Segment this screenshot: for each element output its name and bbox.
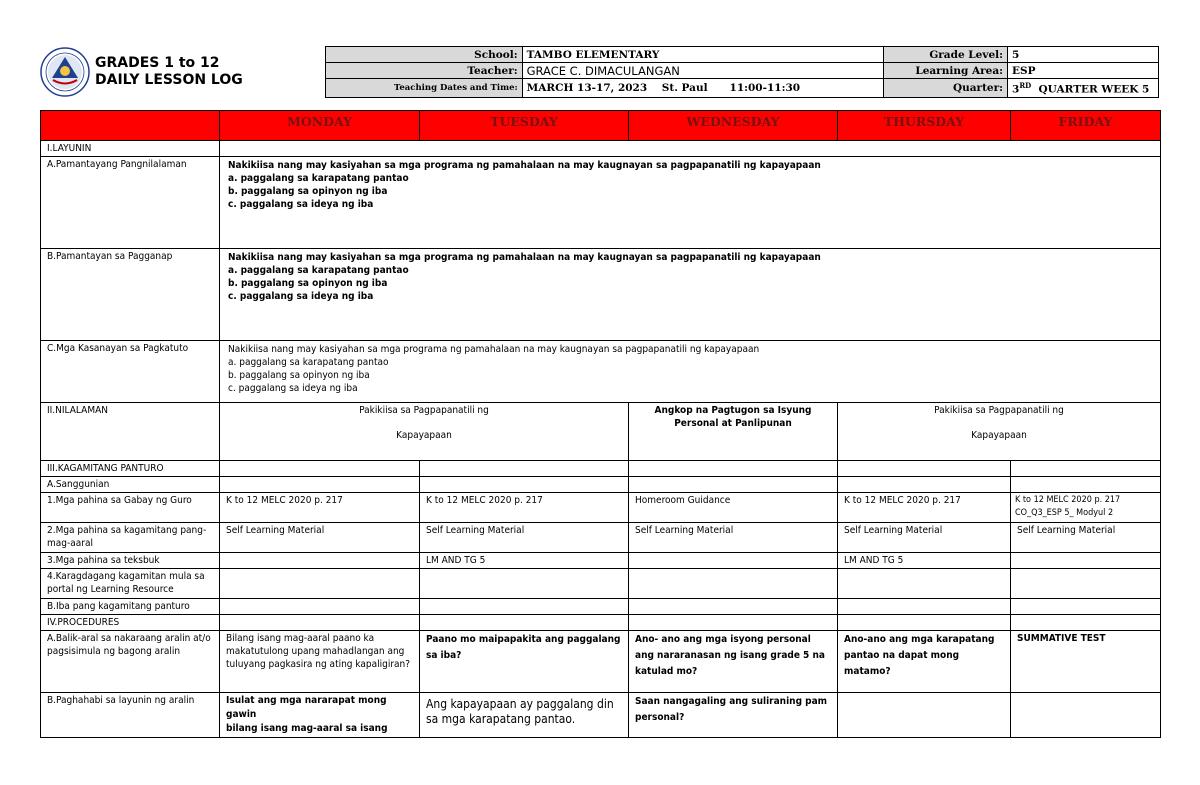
kasanayan-content: [220, 341, 1161, 403]
cell-tuesday: Self Learning Material: [420, 523, 629, 553]
cell-monday: K to 12 MELC 2020 p. 217: [220, 493, 420, 523]
balik-aral-wednesday: Ano- ano ang mga isyong personal ang nararanasan ng isang grade 5 na katulad mo?: [629, 631, 838, 693]
content-line: a. paggalang sa karapatang pantao: [228, 265, 409, 276]
nilalaman-thu-fri: [838, 403, 1161, 461]
kagamitan-row: [41, 461, 1161, 477]
procedures-row: [41, 615, 1161, 631]
nilalaman-label: II.NILALAMAN: [41, 403, 220, 461]
sanggunian-row: [41, 477, 1161, 493]
layunin-row: [41, 141, 1161, 157]
teaching-dates-value: MARCH 13-17, 2023 St. Paul 11:00-11:30: [522, 79, 884, 98]
paghahabi-wednesday: Saan nangagaling ang suliraning pam personal?: [629, 693, 838, 738]
school-value: TAMBO ELEMENTARY: [522, 47, 884, 63]
grade-level-value: 5: [1008, 47, 1159, 63]
teaching-dates-label: Teaching Dates and Time:: [326, 79, 523, 98]
kasanayan-label: C.Mga Kasanayan sa Pagkatuto: [41, 341, 220, 403]
row-label: 3.Mga pahina sa teksbuk: [41, 553, 220, 569]
day-thursday: THURSDAY: [838, 111, 1011, 141]
content-line: c. paggalang sa ideya ng iba: [228, 383, 358, 394]
header: [40, 46, 1160, 98]
paghahabi-monday: [220, 693, 420, 738]
cell-monday: [220, 553, 420, 569]
content-line: b. paggalang sa opinyon ng iba: [228, 370, 370, 381]
kagamitan-label: III.KAGAMITANG PANTURO: [41, 461, 220, 477]
balik-aral-monday: Bilang isang mag-aaral paano ka makatutulong upang mahadlangan ang tuluyang pagkasira ng ating kapaligiran?: [220, 631, 420, 693]
teksbuk-row: [41, 553, 1161, 569]
cell-wednesday: Self Learning Material: [629, 523, 838, 553]
quarter-week: QUARTER WEEK 5: [1031, 83, 1150, 96]
lesson-log-table: [40, 110, 1161, 738]
paghahabi-tuesday: Ang kapayapaan ay paggalang din sa mga karapatang pantao.: [420, 693, 629, 738]
quarter-suffix: RD: [1019, 81, 1032, 90]
row-label: 1.Mga pahina sa Gabay ng Guro: [41, 493, 220, 523]
paghahabi-row: [41, 693, 1161, 738]
days-header-row: [41, 111, 1161, 141]
paghahabi-friday: [1011, 693, 1161, 738]
content-line: c. paggalang sa ideya ng iba: [228, 199, 374, 210]
learning-area-value: ESP: [1008, 63, 1159, 79]
paghahabi-monday-line1: Isulat ang mga nararapat mong gawin: [226, 695, 387, 720]
content-line: b. paggalang sa opinyon ng iba: [228, 186, 388, 197]
content-line: b. paggalang sa opinyon ng iba: [228, 278, 388, 289]
teacher-value: GRACE C. DIMACULANGAN: [522, 63, 884, 79]
content-line: Nakikiisa nang may kasiyahan sa mga programa ng pamahalaan na may kaugnayan sa pagpapanatili ng kapayapaan: [228, 344, 760, 355]
content-line: Nakikiisa nang may kasiyahan sa mga programa ng pamahalaan na may kaugnayan sa pagpapanatili ng kapayapaan: [228, 160, 821, 171]
document-title: [95, 55, 243, 89]
quarter-number: 3: [1012, 83, 1020, 96]
row-label: 4.Karagdagang kagamitan mula sa portal ng Learning Resource: [41, 569, 220, 599]
nilalaman-line: Pakikiisa sa Pagpapanatili ng: [359, 405, 489, 416]
pamantayan-sa-pagganap-content: [220, 249, 1161, 341]
content-line: a. paggalang sa karapatang pantao: [228, 357, 389, 368]
nilalaman-line: Pakikiisa sa Pagpapanatili ng: [934, 405, 1064, 416]
days-header-blank: [41, 111, 220, 141]
content-line: Nakikiisa nang may kasiyahan sa mga programa ng pamahalaan na may kaugnayan sa pagpapanatili ng kapayapaan: [228, 252, 821, 263]
day-monday: MONDAY: [220, 111, 420, 141]
paghahabi-label: B.Paghahabi sa layunin ng aralin: [41, 693, 220, 738]
school-label: School:: [326, 47, 523, 63]
cell-tuesday: K to 12 MELC 2020 p. 217: [420, 493, 629, 523]
title-line2: DAILY LESSON LOG: [95, 72, 243, 88]
pamantayang-pangnilalaman-content: [220, 157, 1161, 249]
nilalaman-line: Kapayapaan: [971, 430, 1027, 441]
balik-aral-thursday: Ano-ano ang mga karapatang pantao na dapat mong matamo?: [838, 631, 1011, 693]
sanggunian-label: A.Sanggunian: [41, 477, 220, 493]
pamantayang-pangnilalaman-label: A.Pamantayang Pangnilalaman: [41, 157, 220, 249]
content-line: a. paggalang sa karapatang pantao: [228, 173, 409, 184]
pamantayan-sa-pagganap-label: B.Pamantayan sa Pagganap: [41, 249, 220, 341]
karagdagang-kagamitan-row: [41, 569, 1161, 599]
layunin-label: I.LAYUNIN: [41, 141, 220, 157]
cell-thursday: K to 12 MELC 2020 p. 217: [838, 493, 1011, 523]
gabay-ng-guro-row: [41, 493, 1161, 523]
content-line: c. paggalang sa ideya ng iba: [228, 291, 374, 302]
balik-aral-row: [41, 631, 1161, 693]
row-label: 2.Mga pahina sa kagamitang pang-mag-aaral: [41, 523, 220, 553]
cell-thursday: Self Learning Material: [838, 523, 1011, 553]
cell-wednesday: [629, 553, 838, 569]
title-line1: GRADES 1 to 12: [95, 55, 220, 71]
grade-level-label: Grade Level:: [884, 47, 1008, 63]
quarter-value: [1008, 79, 1159, 98]
day-tuesday: TUESDAY: [420, 111, 629, 141]
iba-pang-kagamitan-row: [41, 599, 1161, 615]
nilalaman-mon-tue: [220, 403, 629, 461]
teacher-label: Teacher:: [326, 63, 523, 79]
cell-wednesday: Homeroom Guidance: [629, 493, 838, 523]
cell-tuesday: LM AND TG 5: [420, 553, 629, 569]
balik-aral-label: A.Balik-aral sa nakaraang aralin at/o pagsisimula ng bagong aralin: [41, 631, 220, 693]
learning-area-label: Learning Area:: [884, 63, 1008, 79]
quarter-label: Quarter:: [884, 79, 1008, 98]
paghahabi-thursday: [838, 693, 1011, 738]
row-label: B.Iba pang kagamitang panturo: [41, 599, 220, 615]
pamantayang-pangnilalaman-row: [41, 157, 1161, 249]
nilalaman-line: Kapayapaan: [396, 430, 452, 441]
cell-thursday: LM AND TG 5: [838, 553, 1011, 569]
cell-monday: Self Learning Material: [220, 523, 420, 553]
info-table: [325, 46, 1159, 98]
day-friday: FRIDAY: [1011, 111, 1161, 141]
kagamitang-pang-mag-aaral-row: [41, 523, 1161, 553]
pamantayan-sa-pagganap-row: [41, 249, 1161, 341]
balik-aral-tuesday: Paano mo maipapakita ang paggalang sa iba?: [420, 631, 629, 693]
nilalaman-row: [41, 403, 1161, 461]
procedures-label: IV.PROCEDURES: [41, 615, 220, 631]
nilalaman-wed: Angkop na Pagtugon sa Isyung Personal at Panlipunan: [629, 403, 838, 461]
kasanayan-row: [41, 341, 1161, 403]
cell-friday: Self Learning Material: [1011, 523, 1161, 553]
cell-friday: K to 12 MELC 2020 p. 217 CO_Q3_ESP 5_ Modyul 2: [1011, 493, 1161, 523]
deped-seal-icon: [40, 47, 90, 97]
balik-aral-friday: SUMMATIVE TEST: [1011, 631, 1161, 693]
cell-friday: [1011, 553, 1161, 569]
day-wednesday: WEDNESDAY: [629, 111, 838, 141]
paghahabi-monday-line2: bilang isang mag-aaral sa isang: [226, 723, 388, 734]
